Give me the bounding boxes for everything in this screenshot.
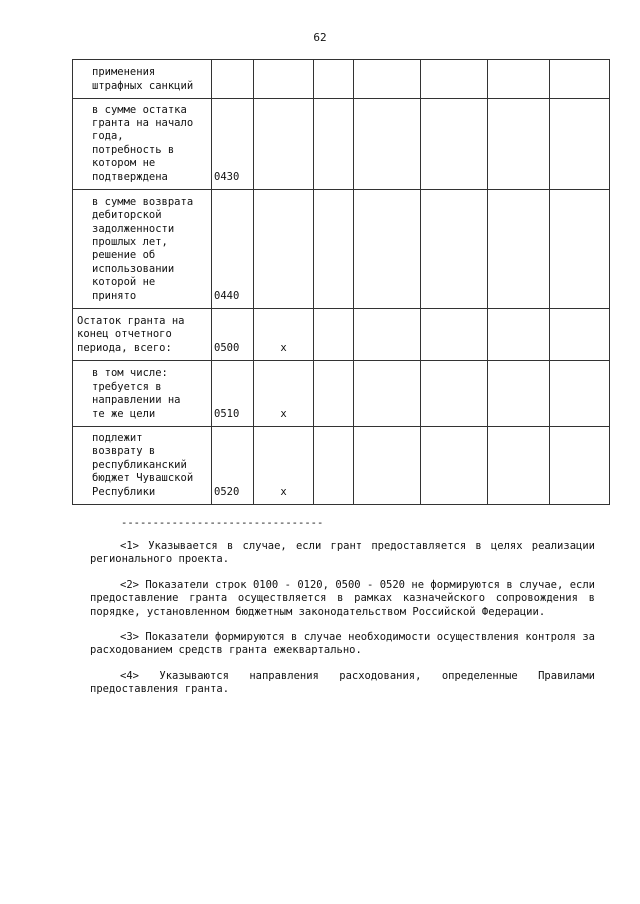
empty-cell (550, 60, 610, 99)
empty-cell (488, 60, 550, 99)
footnote-separator: -------------------------------- (121, 517, 324, 529)
empty-cell (421, 309, 488, 361)
row-name: в сумме возврата дебиторской задолженности прошлых лет, решение об использовании которой не принято (73, 190, 212, 309)
footnotes (90, 540, 595, 709)
empty-cell (421, 361, 488, 427)
table-row (73, 361, 610, 427)
row-code (212, 60, 254, 99)
row-x-mark (254, 190, 314, 309)
table-row (73, 190, 610, 309)
empty-cell (488, 361, 550, 427)
table-row (73, 309, 610, 361)
empty-cell (550, 99, 610, 190)
row-x-mark: x (254, 309, 314, 361)
empty-cell (354, 309, 421, 361)
footnote-4: <4> Указываются направления расходования, определенные Правилами предоставления гранта. (90, 669, 595, 696)
empty-cell (488, 309, 550, 361)
empty-cell (354, 361, 421, 427)
row-name: в том числе: требуется в направлении на те же цели (73, 361, 212, 427)
footnote-3: <3> Показатели формируются в случае необходимости осуществления контроля за расходованием средств гранта ежеквартально. (90, 631, 595, 657)
empty-cell (314, 60, 354, 99)
empty-cell (421, 427, 488, 505)
page-number: 62 (313, 31, 327, 44)
empty-cell (354, 60, 421, 99)
row-x-mark: x (254, 361, 314, 427)
empty-cell (421, 99, 488, 190)
empty-cell (354, 427, 421, 505)
table-row (73, 99, 610, 190)
empty-cell (421, 190, 488, 309)
row-x-mark (254, 99, 314, 190)
empty-cell (354, 99, 421, 190)
empty-cell (488, 99, 550, 190)
table-row (73, 60, 610, 99)
empty-cell (314, 309, 354, 361)
empty-cell (550, 427, 610, 505)
empty-cell (550, 361, 610, 427)
footnote-1: <1> Указывается в случае, если грант предоставляется в целях реализации регионального проекта. (90, 540, 595, 566)
row-x-mark (254, 60, 314, 99)
footnote-2: <2> Показатели строк 0100 - 0120, 0500 - 0520 не формируются в случае, если предоставление гранта осуществляется в рамках казначейского сопровождения в порядке, установленном бюджетным законодательством Российской Федерации. (90, 578, 595, 618)
empty-cell (354, 190, 421, 309)
row-code: 0440 (212, 190, 254, 309)
row-code: 0500 (212, 309, 254, 361)
row-code: 0430 (212, 99, 254, 190)
row-name: применения штрафных санкций (73, 60, 212, 99)
row-code: 0520 (212, 427, 254, 505)
empty-cell (550, 309, 610, 361)
empty-cell (314, 361, 354, 427)
empty-cell (488, 427, 550, 505)
row-code: 0510 (212, 361, 254, 427)
row-name: в сумме остатка гранта на начало года, потребность в котором не подтверждена (73, 99, 212, 190)
table-row (73, 427, 610, 505)
empty-cell (550, 190, 610, 309)
empty-cell (314, 427, 354, 505)
report-table (72, 59, 610, 505)
empty-cell (314, 190, 354, 309)
row-x-mark: x (254, 427, 314, 505)
empty-cell (488, 190, 550, 309)
row-name: Остаток гранта на конец отчетного периода, всего: (73, 309, 212, 361)
empty-cell (314, 99, 354, 190)
empty-cell (421, 60, 488, 99)
row-name: подлежит возврату в республиканский бюджет Чувашской Республики (73, 427, 212, 505)
